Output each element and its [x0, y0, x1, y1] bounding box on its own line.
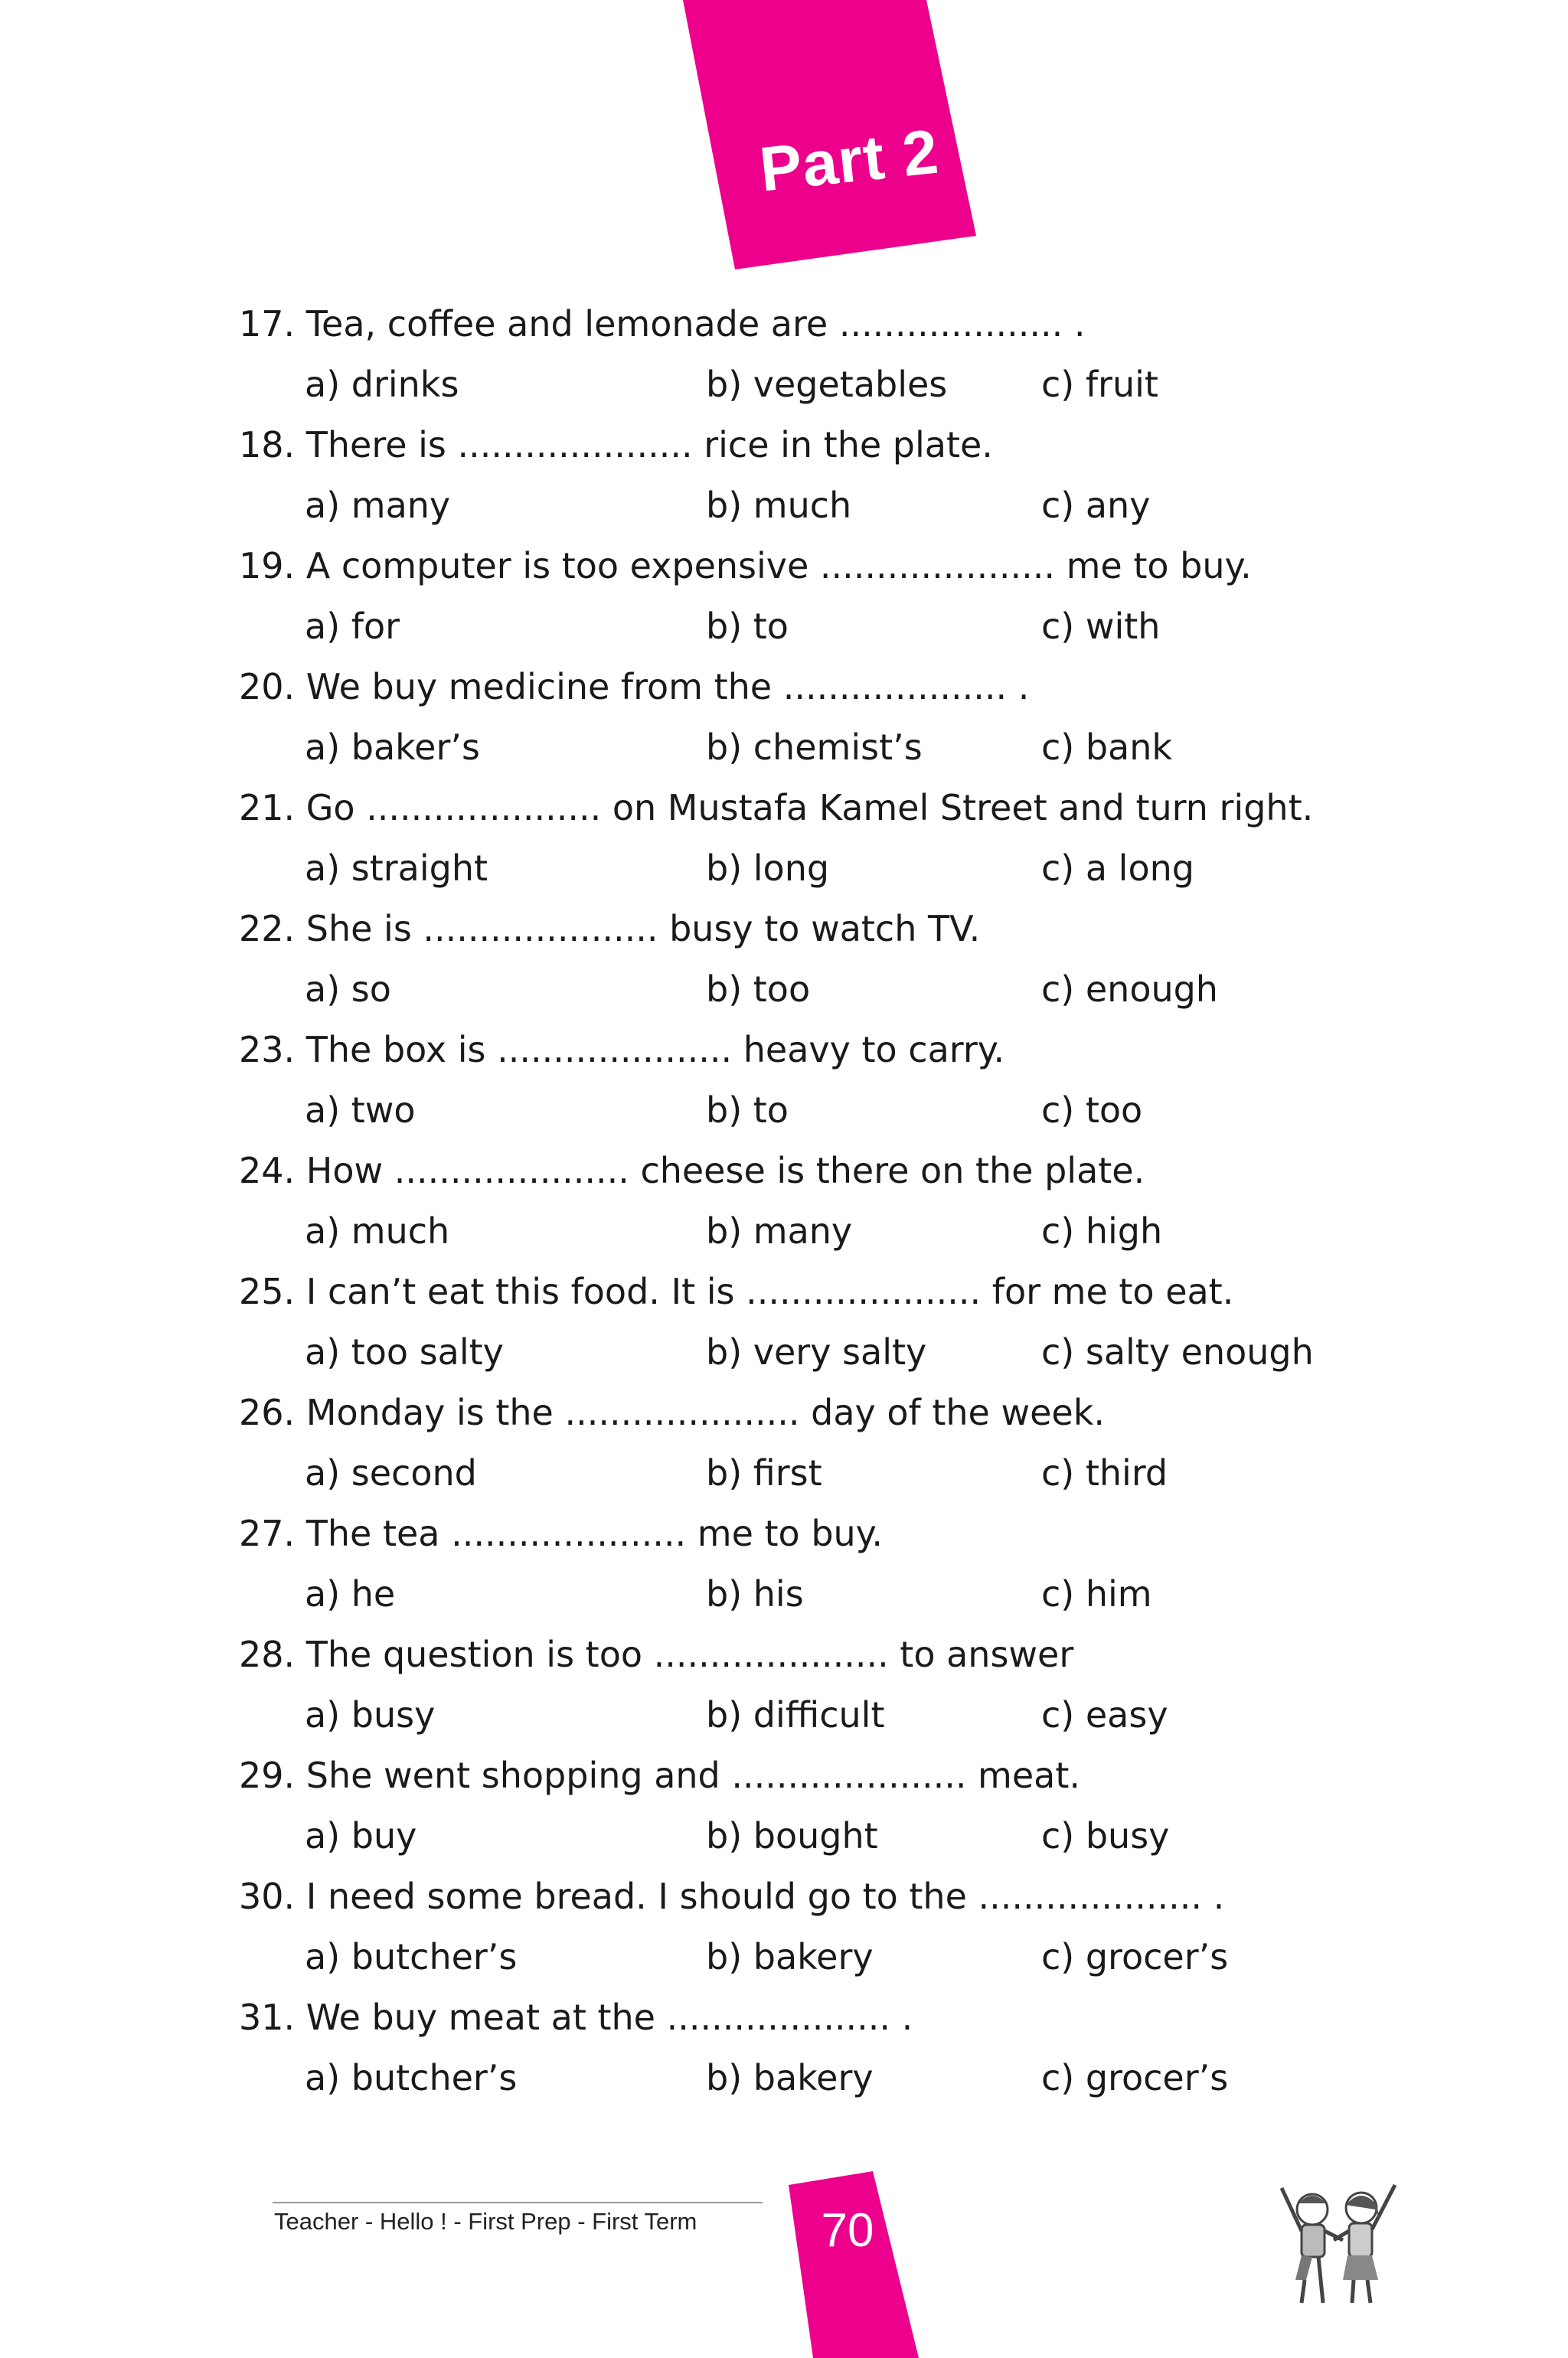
- question-stem: 30. I need some bread. I should go to the .................... .: [239, 1876, 1225, 1917]
- question-item: [239, 1746, 1387, 1866]
- option-b: b) bakery: [706, 2057, 874, 2098]
- option-c: c) bank: [1041, 727, 1173, 768]
- question-item: [239, 1020, 1387, 1141]
- question-stem: 27. The tea ..................... me to buy.: [239, 1513, 883, 1554]
- question-stem: 22. She is ..................... busy to watch TV.: [239, 908, 981, 949]
- page-number-tab: [773, 2171, 942, 2358]
- option-b: b) long: [706, 848, 830, 889]
- option-a: a) butcher’s: [305, 1936, 518, 1978]
- option-b: b) first: [706, 1452, 822, 1494]
- question-item: [239, 1504, 1387, 1625]
- option-c: c) with: [1041, 606, 1161, 647]
- part-banner: [681, 0, 988, 276]
- option-a: a) butcher’s: [305, 2057, 518, 2098]
- question-stem: 31. We buy meat at the .................... .: [239, 1997, 913, 2038]
- answer-options: [239, 1201, 1387, 1262]
- option-b: b) very salty: [706, 1331, 927, 1373]
- answer-options: [239, 959, 1387, 1020]
- answer-options: [239, 475, 1387, 536]
- answer-options: [239, 717, 1387, 778]
- answer-options: [239, 1443, 1387, 1504]
- answer-options: [239, 354, 1387, 415]
- question-item: [239, 1987, 1387, 2108]
- option-c: c) a long: [1041, 848, 1194, 889]
- option-a: a) baker’s: [305, 727, 480, 768]
- answer-options: [239, 2048, 1387, 2108]
- footer-divider: [273, 2202, 763, 2203]
- option-c: c) enough: [1041, 968, 1218, 1010]
- answer-options: [239, 1080, 1387, 1141]
- option-c: c) too: [1041, 1089, 1143, 1131]
- option-c: c) busy: [1041, 1815, 1170, 1857]
- option-a: a) many: [305, 485, 451, 526]
- question-stem: 26. Monday is the ..................... day of the week.: [239, 1392, 1105, 1433]
- footer-book-title: Teacher - Hello ! - First Prep - First Term: [274, 2208, 697, 2235]
- answer-options: [239, 838, 1387, 899]
- question-item: [239, 1383, 1387, 1504]
- option-b: b) to: [706, 1089, 789, 1131]
- question-item: [239, 1262, 1387, 1383]
- option-c: c) third: [1041, 1452, 1168, 1494]
- option-b: b) vegetables: [706, 364, 948, 405]
- question-stem: 29. She went shopping and ..................... meat.: [239, 1755, 1081, 1796]
- question-stem: 23. The box is ..................... heavy to carry.: [239, 1029, 1005, 1070]
- question-stem: 18. There is ..................... rice in the plate.: [239, 424, 993, 465]
- option-b: b) his: [706, 1573, 804, 1615]
- option-c: c) fruit: [1041, 364, 1158, 405]
- option-a: a) much: [305, 1210, 450, 1252]
- option-b: b) too: [706, 968, 811, 1010]
- question-stem: 20. We buy medicine from the .................... .: [239, 666, 1030, 707]
- option-c: c) grocer’s: [1041, 2057, 1229, 2098]
- answer-options: [239, 1806, 1387, 1866]
- option-a: a) drinks: [305, 364, 459, 405]
- answer-options: [239, 1927, 1387, 1987]
- answer-options: [239, 596, 1387, 657]
- option-b: b) much: [706, 485, 852, 526]
- page-tab-shape: [773, 2171, 942, 2358]
- question-item: [239, 1141, 1387, 1262]
- question-stem: 21. Go ..................... on Mustafa Kamel Street and turn right.: [239, 787, 1314, 828]
- answer-options: [239, 1564, 1387, 1625]
- option-c: c) him: [1041, 1573, 1152, 1615]
- answer-options: [239, 1685, 1387, 1746]
- question-item: [239, 899, 1387, 1020]
- part-title: Part 2: [756, 116, 942, 205]
- question-stem: 28. The question is too ..................... to answer: [239, 1634, 1074, 1675]
- question-item: [239, 294, 1387, 415]
- question-item: [239, 536, 1387, 657]
- option-c: c) salty enough: [1041, 1331, 1314, 1373]
- option-c: c) any: [1041, 485, 1151, 526]
- page-number: 70: [821, 2204, 874, 2257]
- option-b: b) many: [706, 1210, 853, 1252]
- option-b: b) chemist’s: [706, 727, 923, 768]
- option-a: a) for: [305, 606, 400, 647]
- question-item: [239, 778, 1387, 899]
- option-b: b) difficult: [706, 1694, 885, 1736]
- children-mascot-icon: [1268, 2173, 1406, 2311]
- question-stem: 24. How ..................... cheese is there on the plate.: [239, 1150, 1145, 1191]
- option-a: a) so: [305, 968, 391, 1010]
- option-a: a) straight: [305, 848, 488, 889]
- question-stem: 25. I can’t eat this food. It is ..................... for me to eat.: [239, 1271, 1234, 1312]
- option-a: a) buy: [305, 1815, 417, 1857]
- answer-options: [239, 1322, 1387, 1383]
- question-item: [239, 1625, 1387, 1746]
- question-list: [239, 294, 1387, 2108]
- option-a: a) second: [305, 1452, 477, 1494]
- option-a: a) two: [305, 1089, 416, 1131]
- question-stem: 19. A computer is too expensive ..................... me to buy.: [239, 545, 1252, 586]
- question-stem: 17. Tea, coffee and lemonade are .................... .: [239, 303, 1086, 345]
- question-item: [239, 1866, 1387, 1987]
- option-b: b) bakery: [706, 1936, 874, 1978]
- question-item: [239, 415, 1387, 536]
- option-c: c) easy: [1041, 1694, 1168, 1736]
- question-item: [239, 657, 1387, 778]
- option-c: c) grocer’s: [1041, 1936, 1229, 1978]
- option-b: b) to: [706, 606, 789, 647]
- option-a: a) too salty: [305, 1331, 504, 1373]
- option-a: a) he: [305, 1573, 396, 1615]
- option-a: a) busy: [305, 1694, 436, 1736]
- option-c: c) high: [1041, 1210, 1163, 1252]
- option-b: b) bought: [706, 1815, 878, 1857]
